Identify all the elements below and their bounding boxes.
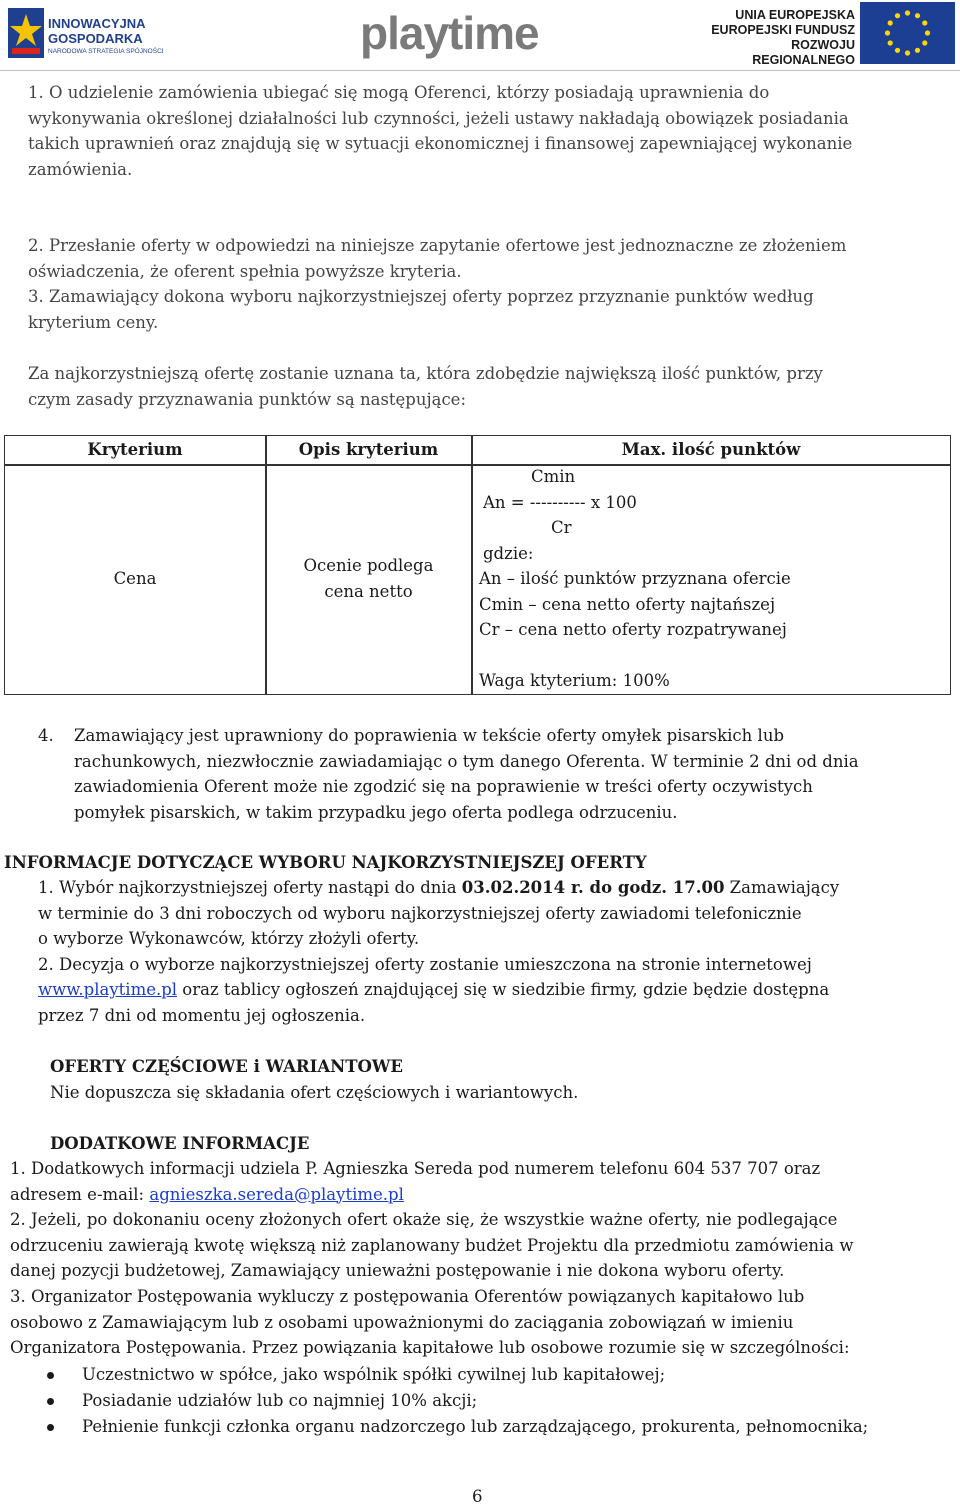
item-4-line: pomyłek pisarskich, w takim przypadku jego oferta podlega odrzuceniu. xyxy=(74,802,678,822)
eu-line1: UNIA EUROPEJSKA xyxy=(735,8,855,22)
p1-line: 1. O udzielenie zamówienia ubiegać się mogą Oferenci, którzy posiadają uprawnienia do xyxy=(28,83,770,102)
additional-line: 3. Organizator Postępowania wykluczy z postępowania Oferentów powiązanych kapitałowo lub xyxy=(10,1286,805,1306)
info-body xyxy=(38,875,839,1029)
table-header-rule xyxy=(5,464,950,466)
p1-line: takich uprawnień oraz znajdują się w sytuacji ekonomicznej i finansowej zapewniającej wykonanie xyxy=(28,134,853,154)
eu-line2: EUROPEJSKI FUNDUSZ xyxy=(711,23,855,37)
description-line: Ocenie podlega xyxy=(303,556,434,575)
definition-cmin: Cmin – cena netto oferty najtańszej xyxy=(479,595,776,614)
playtime-logo: playtime xyxy=(360,7,539,59)
info-line-1 xyxy=(38,875,839,901)
additional-line-2 xyxy=(10,1182,854,1208)
additional-line: danej pozycji budżetowej, Zamawiający unieważni postępowanie i nie dokona wyboru oferty. xyxy=(10,1261,785,1281)
criterion-weight: Waga ktyterium: 100% xyxy=(479,671,670,690)
header-criterion: Kryterium xyxy=(87,440,183,459)
info-line: 2. Decyzja o wyborze najkorzystniejszej oferty zostanie umieszczona na stronie internetowej xyxy=(38,954,812,974)
item-4-line: zawiadomienia Oferent może nie zgodzić się na poprawienie w treści oferty oczywistych xyxy=(74,777,813,797)
eu-fund-text xyxy=(690,8,855,68)
item-4-line: Zamawiający jest uprawniony do poprawienia w tekście oferty omyłek pisarskich lub xyxy=(74,726,785,745)
info-line: o wyborze Wykonawców, którzy złożyli oferty. xyxy=(38,929,420,949)
bullet-item: Uczestnictwo w spółce, jako wspólnik spółki cywilnej lub kapitałowej; xyxy=(82,1365,666,1384)
logo-left-line2: GOSPODARKA xyxy=(48,31,143,46)
bullet-item: Pełnienie funkcji członka organu nadzorczego lub zarządzającego, prokurenta, pełnomocnika; xyxy=(82,1417,869,1436)
bullet-icon xyxy=(47,1424,54,1431)
p4-line: czym zasady przyznawania punktów są następujące: xyxy=(28,389,467,409)
additional-line: osobowo z Zamawiającym lub z osobami upoważnionymi do zaciągania zobowiązań w imieniu xyxy=(10,1312,794,1332)
bullet-item: Posiadanie udziałów lub co najmniej 10% akcji; xyxy=(82,1391,478,1410)
item-4-text xyxy=(74,723,859,825)
p4-line: Za najkorzystniejszą ofertę zostanie uznana ta, która zdobędzie największą ilość punktów, przy xyxy=(28,364,823,383)
additional-body xyxy=(10,1156,854,1361)
formula-where: gdzie: xyxy=(483,544,534,563)
eu-flag-icon xyxy=(860,2,955,64)
additional-heading: DODATKOWE INFORMACJE xyxy=(50,1134,310,1153)
partial-text: Nie dopuszcza się składania ofert częściowych i wariantowych. xyxy=(50,1083,579,1102)
item-4-number: 4. xyxy=(38,726,54,745)
additional-line: odrzuceniu zawierają kwotę większą niż zaplanowany budżet Projektu dla przedmiotu zamówienia w xyxy=(10,1235,854,1255)
p3-line: 3. Zamawiający dokona wyboru najkorzystniejszej oferty poprzez przyznanie punktów według xyxy=(28,287,814,306)
additional-line: 1. Dodatkowych informacji udziela P. Agnieszka Sereda pod numerem telefonu 604 537 707 oraz xyxy=(10,1159,821,1178)
bullet-icon xyxy=(47,1372,54,1379)
additional-line: Organizatora Postępowania. Przez powiązania kapitałowe lub osobowe rozumie się w szczególności: xyxy=(10,1338,850,1358)
info-l1-post: Zamawiający xyxy=(724,878,840,897)
definition-cr: Cr – cena netto oferty rozpatrywanej xyxy=(479,620,787,639)
p2-line: 2. Przesłanie oferty w odpowiedzi na niniejsze zapytanie ofertowe jest jednoznaczne ze złożeniem xyxy=(28,236,847,255)
website-link[interactable]: www.playtime.pl xyxy=(38,980,178,1000)
partial-heading: OFERTY CZĘŚCIOWE i WARIANTOWE xyxy=(50,1057,403,1076)
header-divider xyxy=(0,70,960,71)
page-number: 6 xyxy=(472,1487,483,1506)
bullet-icon xyxy=(47,1398,54,1405)
eu-line3: ROZWOJU REGIONALNEGO xyxy=(752,38,855,67)
item-4-line: rachunkowych, niezwłocznie zawiadamiając o tym danego Oferenta. W terminie 2 dni od dnia xyxy=(74,751,859,771)
paragraph-3 xyxy=(28,284,814,335)
formula-denominator: Cr xyxy=(551,518,572,537)
info-heading: INFORMACJE DOTYCZĄCE WYBORU NAJKORZYSTNIEJSZEJ OFERTY xyxy=(4,853,647,872)
innowacyjna-gospodarka-logo xyxy=(6,4,176,62)
formula-numerator: Cmin xyxy=(531,467,576,486)
paragraph-1 xyxy=(28,80,852,182)
deadline-date: 03.02.2014 r. do godz. 17.00 xyxy=(461,878,725,897)
info-line-5 xyxy=(38,977,839,1003)
p1-line: wykonywania określonej działalności lub czynności, jeżeli ustawy nakładają obowiązek posiadania xyxy=(28,108,849,128)
paragraph-2 xyxy=(28,233,846,284)
additional-line: 2. Jeżeli, po dokonaniu oceny złożonych ofert okaże się, że wszystkie ważne oferty, nie podlegające xyxy=(10,1210,838,1230)
p2-line: oświadczenia, że oferent spełnia powyższe kryteria. xyxy=(28,261,462,281)
email-label: adresem e-mail: xyxy=(10,1184,150,1204)
table-col-rule xyxy=(471,436,473,694)
info-line: przez 7 dni od momentu jej ogłoszenia. xyxy=(38,1005,366,1025)
header-max-points: Max. ilość punktów xyxy=(621,440,801,459)
paragraph-4 xyxy=(28,361,823,412)
email-link[interactable]: agnieszka.sereda@playtime.pl xyxy=(149,1184,404,1204)
criterion-cell: Cena xyxy=(113,569,157,588)
p1-line: zamówienia. xyxy=(28,159,133,179)
p3-line: kryterium ceny. xyxy=(28,312,159,332)
logo-left-sub: NARODOWA STRATEGIA SPÓJNOŚCI xyxy=(48,48,164,55)
criteria-table xyxy=(4,435,951,695)
definition-an: An – ilość punktów przyznana ofercie xyxy=(479,569,791,588)
header-description: Opis kryterium xyxy=(298,440,439,459)
info-line: w terminie do 3 dni roboczych od wyboru najkorzystniejszej oferty zawiadomi telefonicznie xyxy=(38,903,802,923)
description-cell xyxy=(266,553,471,604)
info-l5-post: oraz tablicy ogłoszeń znajdującej się w siedzibie firmy, gdzie będzie dostępna xyxy=(177,980,830,1000)
logo-left-line1: INNOWACYJNA xyxy=(48,16,146,31)
ig-emblem-icon xyxy=(8,8,44,58)
info-l1-pre: 1. Wybór najkorzystniejszej oferty nastąpi do dnia xyxy=(38,878,462,897)
formula-main: An = ---------- x 100 xyxy=(483,493,637,512)
description-line: cena netto xyxy=(324,581,413,601)
